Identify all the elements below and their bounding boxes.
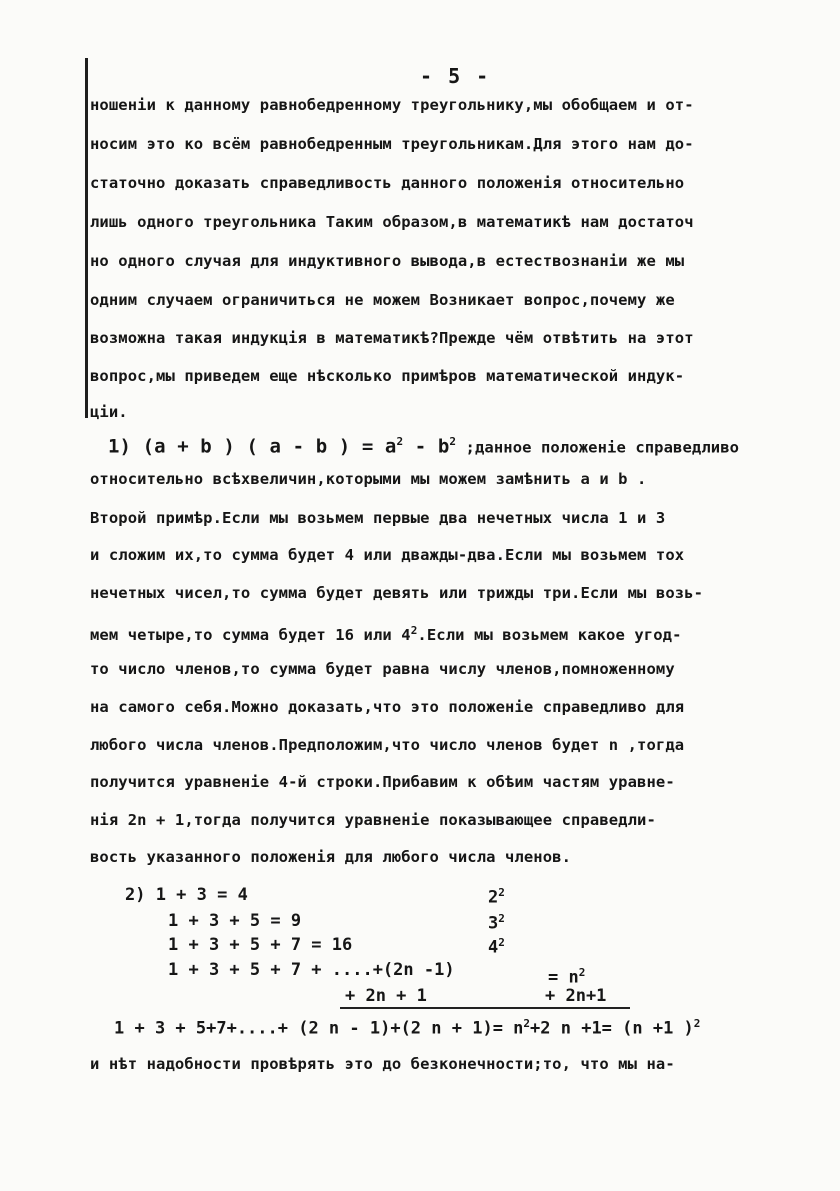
- sum-row: 1 + 3 + 5 + 7 + ....+(2n -1): [168, 960, 455, 980]
- sum-row: 1 + 3 + 5 = 9: [168, 911, 302, 931]
- text-segment: .Если мы возьмем какое угод-: [417, 626, 682, 645]
- text-line: нiя 2n + 1,тогда получится уравненiе показывающее справедли-: [90, 811, 656, 829]
- text-line: вость указанного положенiя для любого числа членов.: [90, 848, 572, 866]
- text-line: Второй примѣр.Если мы возьмем первые два нечетных числа 1 и 3: [90, 509, 666, 527]
- power-value: $2^2$: [488, 886, 505, 908]
- text-line: нечетных чисел,то сумма будет девять или трижды три.Если мы возь-: [90, 584, 704, 602]
- addend-left: + 2n + 1: [345, 986, 427, 1006]
- text-line: на самого себя.Можно доказать,что это положенiе справедливо для: [90, 698, 685, 716]
- example-1-minus: - b: [403, 435, 450, 458]
- text-line: любого числа членов.Предположим,что число членов будет n ,тогда: [90, 736, 685, 754]
- example-1-line: [108, 432, 748, 457]
- sum-divider-line: [340, 1007, 630, 1009]
- text-line: то число членов,то сумма будет равна числу членов,помноженному: [90, 660, 675, 678]
- text-line: и нѣт надобности провѣрять это до безконечности;то, что мы на-: [90, 1055, 675, 1073]
- power-value: $3^2$: [488, 912, 505, 934]
- example-1-formula: 1) (a + b ) ( a - b ) = a: [108, 435, 397, 458]
- left-margin-rule: [85, 58, 88, 418]
- sum-row: 1 + 3 + 5 + 7 = 16: [168, 935, 353, 955]
- text-line: получится уравненiе 4-й строки.Прибавим к обѣим частям уравне-: [90, 773, 675, 791]
- text-line: и сложим их,то сумма будет 4 или дважды-два.Если мы возьмем тох: [90, 546, 685, 564]
- text-line: лишь одного треугольника Таким образом,в математикѣ нам достаточ: [90, 213, 694, 231]
- text-line: одним случаем ограничиться не можем Возникает вопрос,почему же: [90, 291, 675, 309]
- text-segment: мем четыре,то сумма будет 16 или 4: [90, 626, 411, 645]
- example-1-exponent: 2: [449, 435, 457, 448]
- text-line: цiи.: [90, 403, 128, 421]
- text-line: но одного случая для индуктивного вывода,в естествознанiи же мы: [90, 252, 685, 270]
- example-1-text: ;данное положенiе справедливо: [456, 438, 740, 457]
- power-value: $4^2$: [488, 936, 505, 958]
- power-value: = $n^2$: [548, 966, 586, 988]
- text-line: носим это ко всём равнобедренным треугольникам.Для этого нам до-: [90, 135, 694, 153]
- text-line: относительно всѣхвеличин,которыми мы можем замѣнить a и b .: [90, 470, 647, 488]
- example-1-exponent: 2: [396, 435, 404, 448]
- addend-right: + 2n+1: [545, 986, 607, 1006]
- sum-result: 1 + 3 + 5+7+....+ (2 n - 1)+(2 $n + 1)= n^2+2$ n +1= (n +1 )$^2$: [114, 1017, 701, 1039]
- text-line: статочно доказать справедливость данного положенiя относительно: [90, 174, 685, 192]
- text-line: вопрос,мы приведем еще нѣсколько примѣров математической индук-: [90, 367, 685, 385]
- page-number: - 5 -: [420, 64, 491, 88]
- text-line: ношенiи к данному равнобедренному треугольнику,мы обобщаем и от-: [90, 96, 694, 114]
- text-line: возможна такая индукцiя в математикѣ?Прежде чём отвѣтить на этот: [90, 329, 694, 347]
- sum-row: 2) 1 + 3 = 4: [125, 885, 248, 905]
- exponent: 2: [410, 624, 418, 637]
- text-line: [90, 621, 750, 645]
